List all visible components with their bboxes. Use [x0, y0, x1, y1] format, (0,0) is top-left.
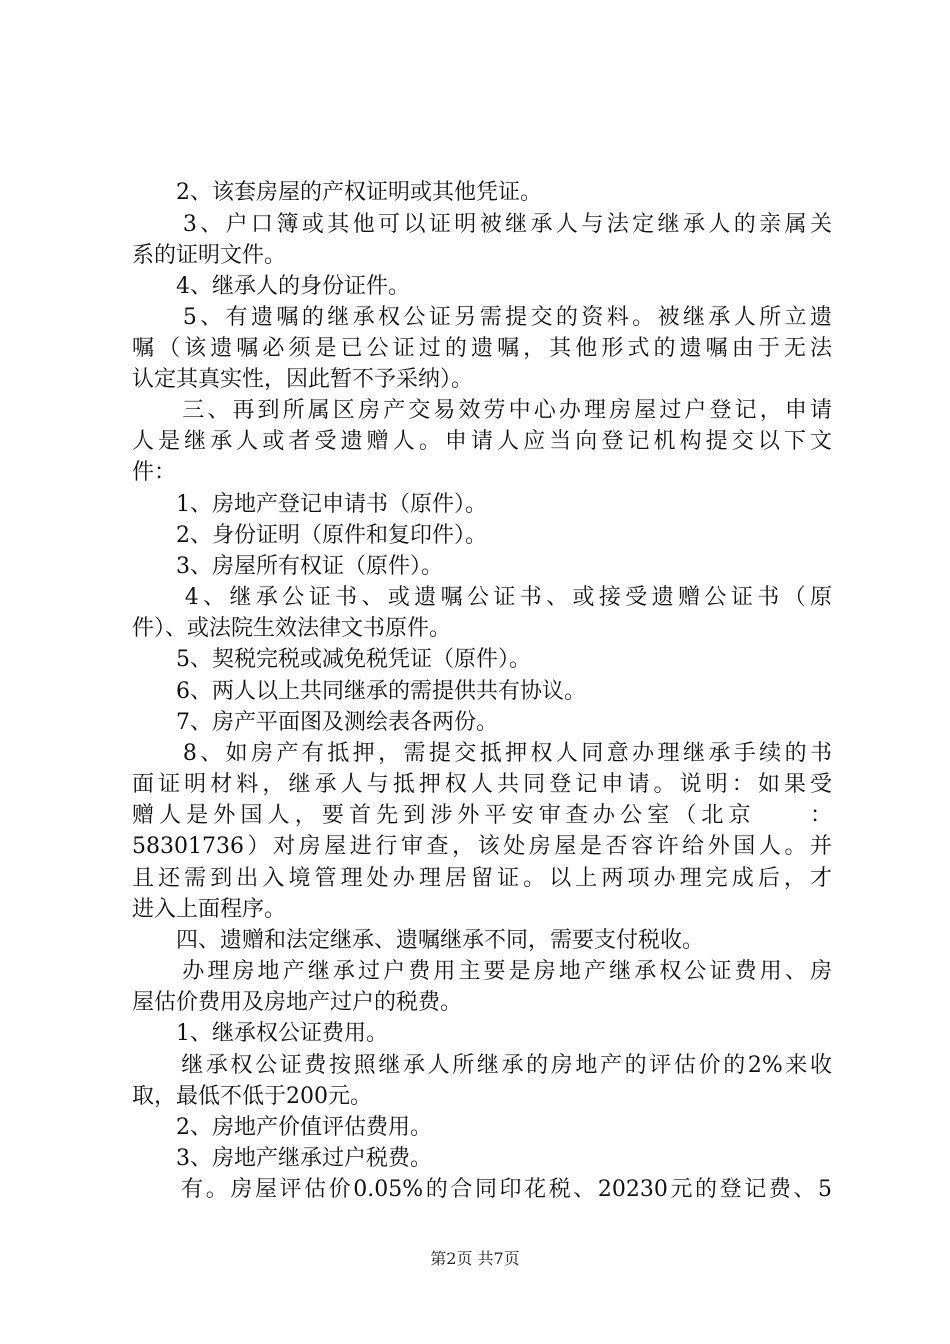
text-line: 办理房地产继承过户费用主要是房地产继承权公证费用、房: [132, 959, 832, 984]
text-line: 认定其真实性，因此暂不予采纳）。: [132, 367, 474, 392]
text-line: 4、继承公证书、或遗嘱公证书、或接受遗赠公证书（原: [132, 585, 832, 610]
text-line: 5、有遗嘱的继承权公证另需提交的资料。被继承人所立遗: [132, 305, 832, 330]
text-line: 8、如房产有抵押，需提交抵押权人同意办理继承手续的书: [132, 741, 832, 766]
text-line: 4、继承人的身份证件。: [132, 274, 410, 299]
text-line: 6、两人以上共同继承的需提供共有协议。: [132, 679, 586, 704]
text-line: 7、房产平面图及测绘表各两份。: [132, 710, 498, 735]
text-line: 2、身份证明（原件和复印件）。: [132, 523, 487, 548]
text-line: 1、房地产登记申请书（原件）。: [132, 492, 487, 517]
text-line: 3、户口簿或其他可以证明被继承人与法定继承人的亲属关: [132, 212, 832, 237]
text-line: 三、再到所属区房产交易效劳中心办理房屋过户登记，申请: [132, 398, 832, 423]
text-line: 取，最低不低于200元。: [132, 1084, 372, 1109]
text-line: 系的证明文件。: [132, 243, 287, 268]
text-line: 2、房地产价值评估费用。: [132, 1115, 432, 1140]
text-line: 件：: [132, 460, 177, 485]
text-line: 2、该套房屋的产权证明或其他凭证。: [132, 180, 542, 205]
text-line: 有。房屋评估价0.05%的合同印花税、20230元的登记费、5: [132, 1177, 832, 1202]
text-line: 1、继承权公证费用。: [132, 1021, 388, 1046]
text-line: 进入上面程序。: [132, 897, 287, 922]
text-line: 人是继承人或者受遗赠人。申请人应当向登记机构提交以下文: [132, 429, 832, 454]
text-line: 且还需到出入境管理处办理居留证。以上两项办理完成后，才: [132, 866, 832, 891]
text-line: 3、房地产继承过户税费。: [132, 1146, 432, 1171]
text-line: 58301736）对房屋进行审查，该处房屋是否容许给外国人。并: [132, 834, 832, 859]
text-line: 继承权公证费按照继承人所继承的房地产的评估价的2%来收: [132, 1053, 832, 1078]
text-line: 赠人是外国人，要首先到涉外平安审查办公室（北京 ：: [132, 803, 832, 828]
text-line: 3、房屋所有权证（原件）。: [132, 554, 443, 579]
text-line: 嘱（该遗嘱必须是已公证过的遗嘱，其他形式的遗嘱由于无法: [132, 336, 832, 361]
text-line: 5、契税完税或减免税凭证（原件）。: [132, 647, 531, 672]
text-line: 面证明材料，继承人与抵押权人共同登记申请。说明：如果受: [132, 772, 832, 797]
text-line: 件）、或法院生效法律文书原件。: [132, 616, 452, 641]
text-line: 四、遗赠和法定继承、遗嘱继承不同，需要支付税收。: [132, 928, 705, 953]
text-line: 屋估价费用及房地产过户的税费。: [132, 990, 463, 1015]
page-footer: 第2页 共7页: [430, 1249, 520, 1268]
